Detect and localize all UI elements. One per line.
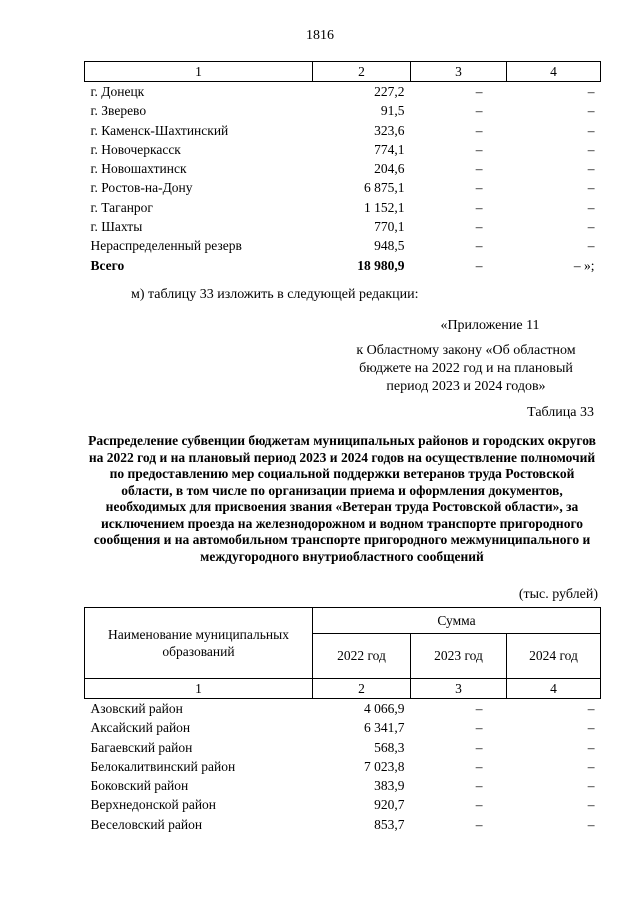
value-2022: 4 066,9	[364, 701, 405, 716]
value-2023: –	[475, 758, 483, 774]
municipality-name: Нераспределенный резерв	[90, 238, 242, 254]
value-2024: –	[587, 122, 595, 138]
municipality-name: Аксайский район	[90, 720, 191, 736]
value-2024: –	[587, 720, 595, 736]
value-2022: 204,6	[374, 161, 405, 177]
amendment-text: м) таблицу 33 изложить в следующей редакции:	[131, 287, 419, 302]
table-continuation	[84, 61, 601, 275]
municipality-name: г. Таганрог	[90, 199, 153, 215]
table-33	[84, 607, 601, 834]
value-2024: –	[587, 103, 595, 119]
value-2024: –	[587, 161, 595, 177]
total-value-2023: –	[475, 257, 483, 273]
value-2024: –	[587, 180, 595, 196]
column-number: 4	[507, 679, 601, 699]
appendix-heading: «Приложение 11	[440, 318, 540, 333]
table-row	[85, 82, 601, 102]
municipality-name: г. Зверево	[90, 103, 147, 119]
value-2022: 770,1	[374, 219, 405, 235]
value-2023: –	[475, 816, 483, 832]
column-number: 3	[411, 62, 507, 82]
municipality-name: Веселовский район	[90, 816, 203, 832]
column-header-2023: 2023 год	[411, 634, 507, 679]
total-value-2024: – »;	[573, 257, 595, 273]
value-2022: 227,2	[374, 84, 405, 99]
table-row	[85, 159, 601, 178]
table-row	[85, 718, 601, 737]
page-number: 1816	[306, 28, 334, 43]
column-number: 1	[85, 62, 313, 82]
value-2022: 568,3	[374, 739, 405, 755]
table-row	[85, 776, 601, 795]
value-2024: –	[587, 238, 595, 254]
municipality-name: Азовский район	[90, 701, 183, 716]
value-2023: –	[475, 739, 483, 755]
column-header-sum: Сумма	[313, 608, 601, 634]
value-2024: –	[587, 141, 595, 157]
table-row	[85, 140, 601, 159]
column-header-name: Наименование муниципальных образований	[85, 608, 313, 679]
table-row	[85, 699, 601, 719]
appendix-law-reference: к Областному закону «Об областном бюджете на 2022 год и на плановый период 2023 и 2024 годов»	[356, 343, 576, 394]
table-label: Таблица 33	[527, 405, 594, 420]
value-2022: 323,6	[374, 122, 405, 138]
value-2023: –	[475, 84, 483, 99]
table-row	[85, 178, 601, 197]
municipality-name: г. Шахты	[90, 219, 143, 235]
value-2022: 948,5	[374, 238, 405, 254]
value-2024: –	[587, 739, 595, 755]
value-2022: 383,9	[374, 778, 405, 794]
table-total-row	[85, 256, 601, 275]
total-value-2022: 18 980,9	[357, 257, 405, 273]
value-2023: –	[475, 161, 483, 177]
table-row	[85, 738, 601, 757]
table-row	[85, 198, 601, 217]
column-number: 3	[411, 679, 507, 699]
table-row	[85, 795, 601, 814]
value-2023: –	[475, 778, 483, 794]
value-2023: –	[475, 103, 483, 119]
value-2023: –	[475, 797, 483, 813]
municipality-name: г. Новошахтинск	[90, 161, 187, 177]
column-header-2024: 2024 год	[507, 634, 601, 679]
table-row	[85, 101, 601, 120]
value-2023: –	[475, 701, 483, 716]
value-2022: 853,7	[374, 816, 405, 832]
municipality-name: г. Донецк	[90, 84, 145, 99]
value-2022: 774,1	[374, 141, 405, 157]
table-row	[85, 757, 601, 776]
value-2024: –	[587, 219, 595, 235]
table-header-row	[85, 62, 601, 82]
value-2023: –	[475, 238, 483, 254]
value-2023: –	[475, 122, 483, 138]
table-row	[85, 815, 601, 834]
column-number: 1	[85, 679, 313, 699]
value-2022: 6 341,7	[364, 720, 405, 736]
value-2023: –	[475, 720, 483, 736]
municipality-name: г. Ростов-на-Дону	[90, 180, 193, 196]
column-number: 4	[507, 62, 601, 82]
table-row	[85, 236, 601, 255]
value-2024: –	[587, 758, 595, 774]
value-2022: 91,5	[380, 103, 405, 119]
table-row	[85, 121, 601, 140]
column-number: 2	[313, 679, 411, 699]
value-2023: –	[475, 219, 483, 235]
value-2024: –	[587, 701, 595, 716]
value-2023: –	[475, 199, 483, 215]
value-2024: –	[587, 84, 595, 99]
municipality-name: Белокалитвинский район	[90, 758, 236, 774]
table-row	[85, 217, 601, 236]
column-header-2022: 2022 год	[313, 634, 411, 679]
column-number: 2	[313, 62, 411, 82]
value-2024: –	[587, 199, 595, 215]
value-2024: –	[587, 778, 595, 794]
value-2024: –	[587, 816, 595, 832]
municipality-name: Боковский район	[90, 778, 189, 794]
total-label: Всего	[90, 257, 125, 273]
table-title: Распределение субвенции бюджетам муниципальных районов и городских округов на 2022 год и на плановый период 2023 и 2024 годов на осуществление полномочий по предоставлению мер социальной поддержки ветеранов труда Ростовской области, в том числе по организации приема и оформления документов, необходимых для присвоения звания «Ветеран труда Ростовской области», за исключением проезда на железнодорожном и водном транспорте пригородного сообщения и на автомобильном транспорте пригородного межмуниципального и междугородного внутриобластного сообщений	[88, 433, 596, 564]
value-2024: –	[587, 797, 595, 813]
table-header-row	[85, 608, 601, 634]
table-number-row	[85, 679, 601, 699]
value-2022: 7 023,8	[364, 758, 405, 774]
units-label: (тыс. рублей)	[518, 587, 598, 602]
municipality-name: г. Каменск-Шахтинский	[90, 122, 229, 138]
value-2022: 6 875,1	[364, 180, 405, 196]
value-2023: –	[475, 180, 483, 196]
value-2023: –	[475, 141, 483, 157]
municipality-name: Верхнедонской район	[90, 797, 217, 813]
municipality-name: Багаевский район	[90, 739, 193, 755]
municipality-name: г. Новочеркасск	[90, 141, 181, 157]
value-2022: 920,7	[374, 797, 405, 813]
value-2022: 1 152,1	[364, 199, 405, 215]
